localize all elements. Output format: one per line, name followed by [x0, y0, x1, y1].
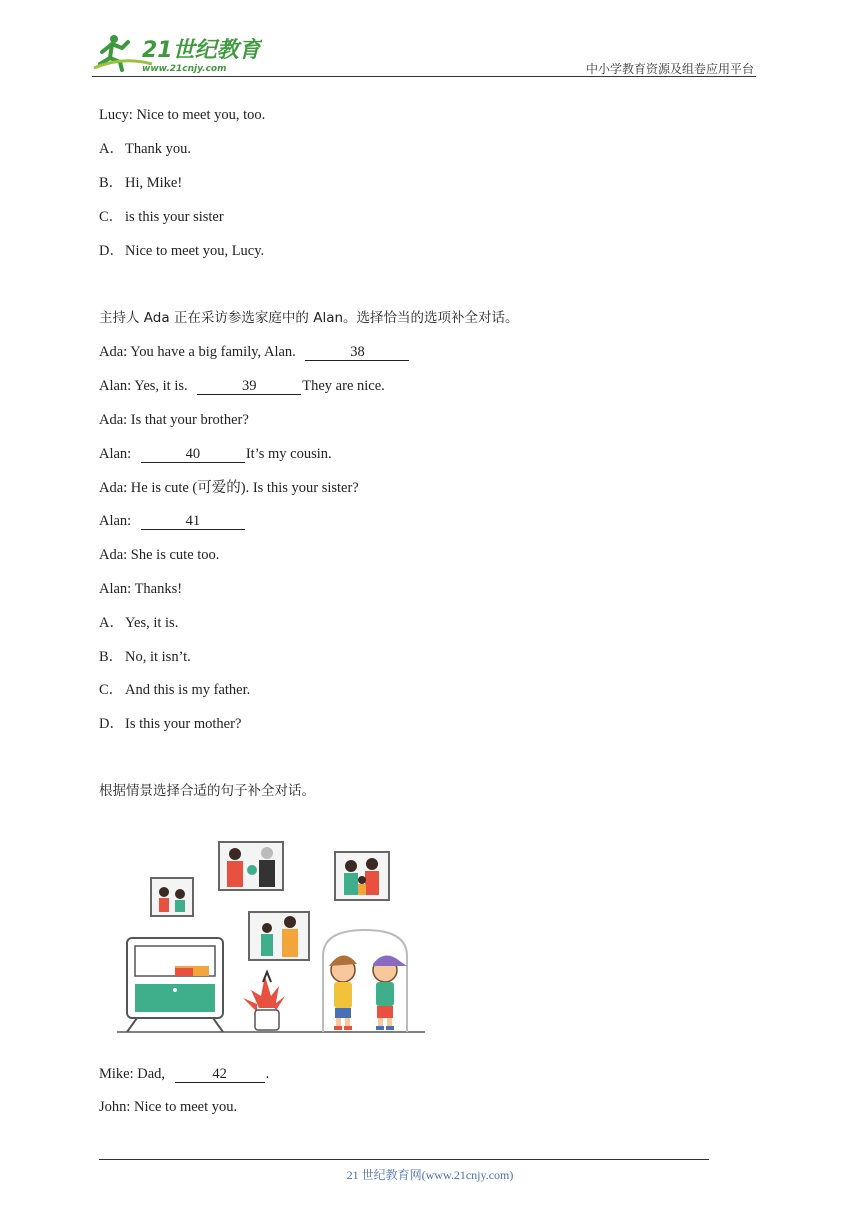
logo-runner-icon [92, 30, 262, 76]
q1-reply: Lucy: Nice to meet you, too. [99, 107, 266, 123]
option-letter: D． [99, 716, 124, 732]
option-text: Thank you. [125, 141, 192, 157]
dialogue-text: Ada: You have a big family, Alan. [99, 344, 296, 360]
q2-line-5: Ada: He is cute (可爱的). Is this your sister? [99, 480, 359, 496]
option-letter: B． [99, 175, 124, 191]
q2-option-d [99, 715, 241, 733]
cabinet [127, 938, 223, 1032]
footer-link[interactable]: 21 世纪教育网(www.21cnjy.com) [346, 1168, 514, 1182]
q2-instruction: 主持人 Ada 正在采访参选家庭中的 Alan。选择恰当的选项补全对话。 [99, 310, 519, 326]
family-photo-frame [151, 878, 193, 916]
family-room-illustration [115, 836, 427, 1038]
page-header [92, 30, 756, 80]
dialogue-text: Alan: Yes, it is. [99, 378, 188, 394]
dialogue-text: Alan: [99, 513, 132, 529]
option-letter: D． [99, 243, 124, 259]
footer-divider [99, 1159, 709, 1160]
family-photo-frame [249, 912, 309, 960]
option-text: Is this your mother? [125, 716, 242, 732]
q2-line-1 [99, 343, 410, 361]
family-photo-frame [335, 852, 389, 900]
dialogue-text: It’s my cousin. [245, 446, 332, 462]
option-text: And this is my father. [125, 682, 251, 698]
q2-option-c [99, 681, 250, 699]
q2-line-2 [99, 377, 385, 395]
q2-line-8: Alan: Thanks! [99, 581, 183, 597]
svg-text:21世纪教育: 21世纪教育 [142, 38, 261, 63]
potted-plant [243, 972, 285, 1030]
option-letter: C． [99, 209, 124, 225]
q1-option-c [99, 208, 224, 226]
q3-line-1 [99, 1065, 269, 1083]
q2-line-6 [99, 512, 246, 530]
option-letter: A． [99, 615, 124, 631]
option-letter: B． [99, 649, 124, 665]
site-logo[interactable] [92, 30, 262, 76]
q3-instruction: 根据情景选择合适的句子补全对话。 [99, 783, 315, 799]
q2-line-4 [99, 445, 332, 463]
option-text: Yes, it is. [125, 615, 179, 631]
answer-blank-38[interactable]: 38 [305, 345, 409, 361]
q1-option-d [99, 242, 264, 260]
q1-option-a [99, 140, 191, 158]
answer-blank-42[interactable]: 42 [175, 1067, 265, 1083]
q2-line-7: Ada: She is cute too. [99, 547, 220, 563]
dialogue-text: Alan: [99, 446, 132, 462]
q1-option-b [99, 174, 182, 192]
option-text: No, it isn’t. [125, 649, 191, 665]
q2-line-3: Ada: Is that your brother? [99, 412, 249, 428]
answer-blank-40[interactable]: 40 [141, 447, 245, 463]
option-text: Nice to meet you, Lucy. [125, 243, 265, 259]
option-letter: A． [99, 141, 124, 157]
option-text: Hi, Mike! [125, 175, 183, 191]
q2-option-b [99, 648, 191, 666]
option-letter: C． [99, 682, 124, 698]
answer-blank-39[interactable]: 39 [197, 379, 301, 395]
dialogue-text: They are nice. [302, 378, 385, 394]
answer-blank-41[interactable]: 41 [141, 514, 245, 530]
q3-line-2: John: Nice to meet you. [99, 1099, 238, 1115]
dialogue-text: Mike: Dad, [99, 1066, 166, 1082]
option-text: is this your sister [125, 209, 224, 225]
boy-character [329, 955, 357, 1030]
boy-character [373, 955, 407, 1030]
dialogue-text: . [265, 1066, 270, 1082]
header-divider [92, 76, 756, 77]
family-photo-frame [219, 842, 283, 890]
svg-text:www.21cnjy.com: www.21cnjy.com [142, 64, 227, 74]
q2-option-a [99, 614, 178, 632]
platform-name: 中小学教育资源及组卷应用平台 [585, 62, 754, 76]
